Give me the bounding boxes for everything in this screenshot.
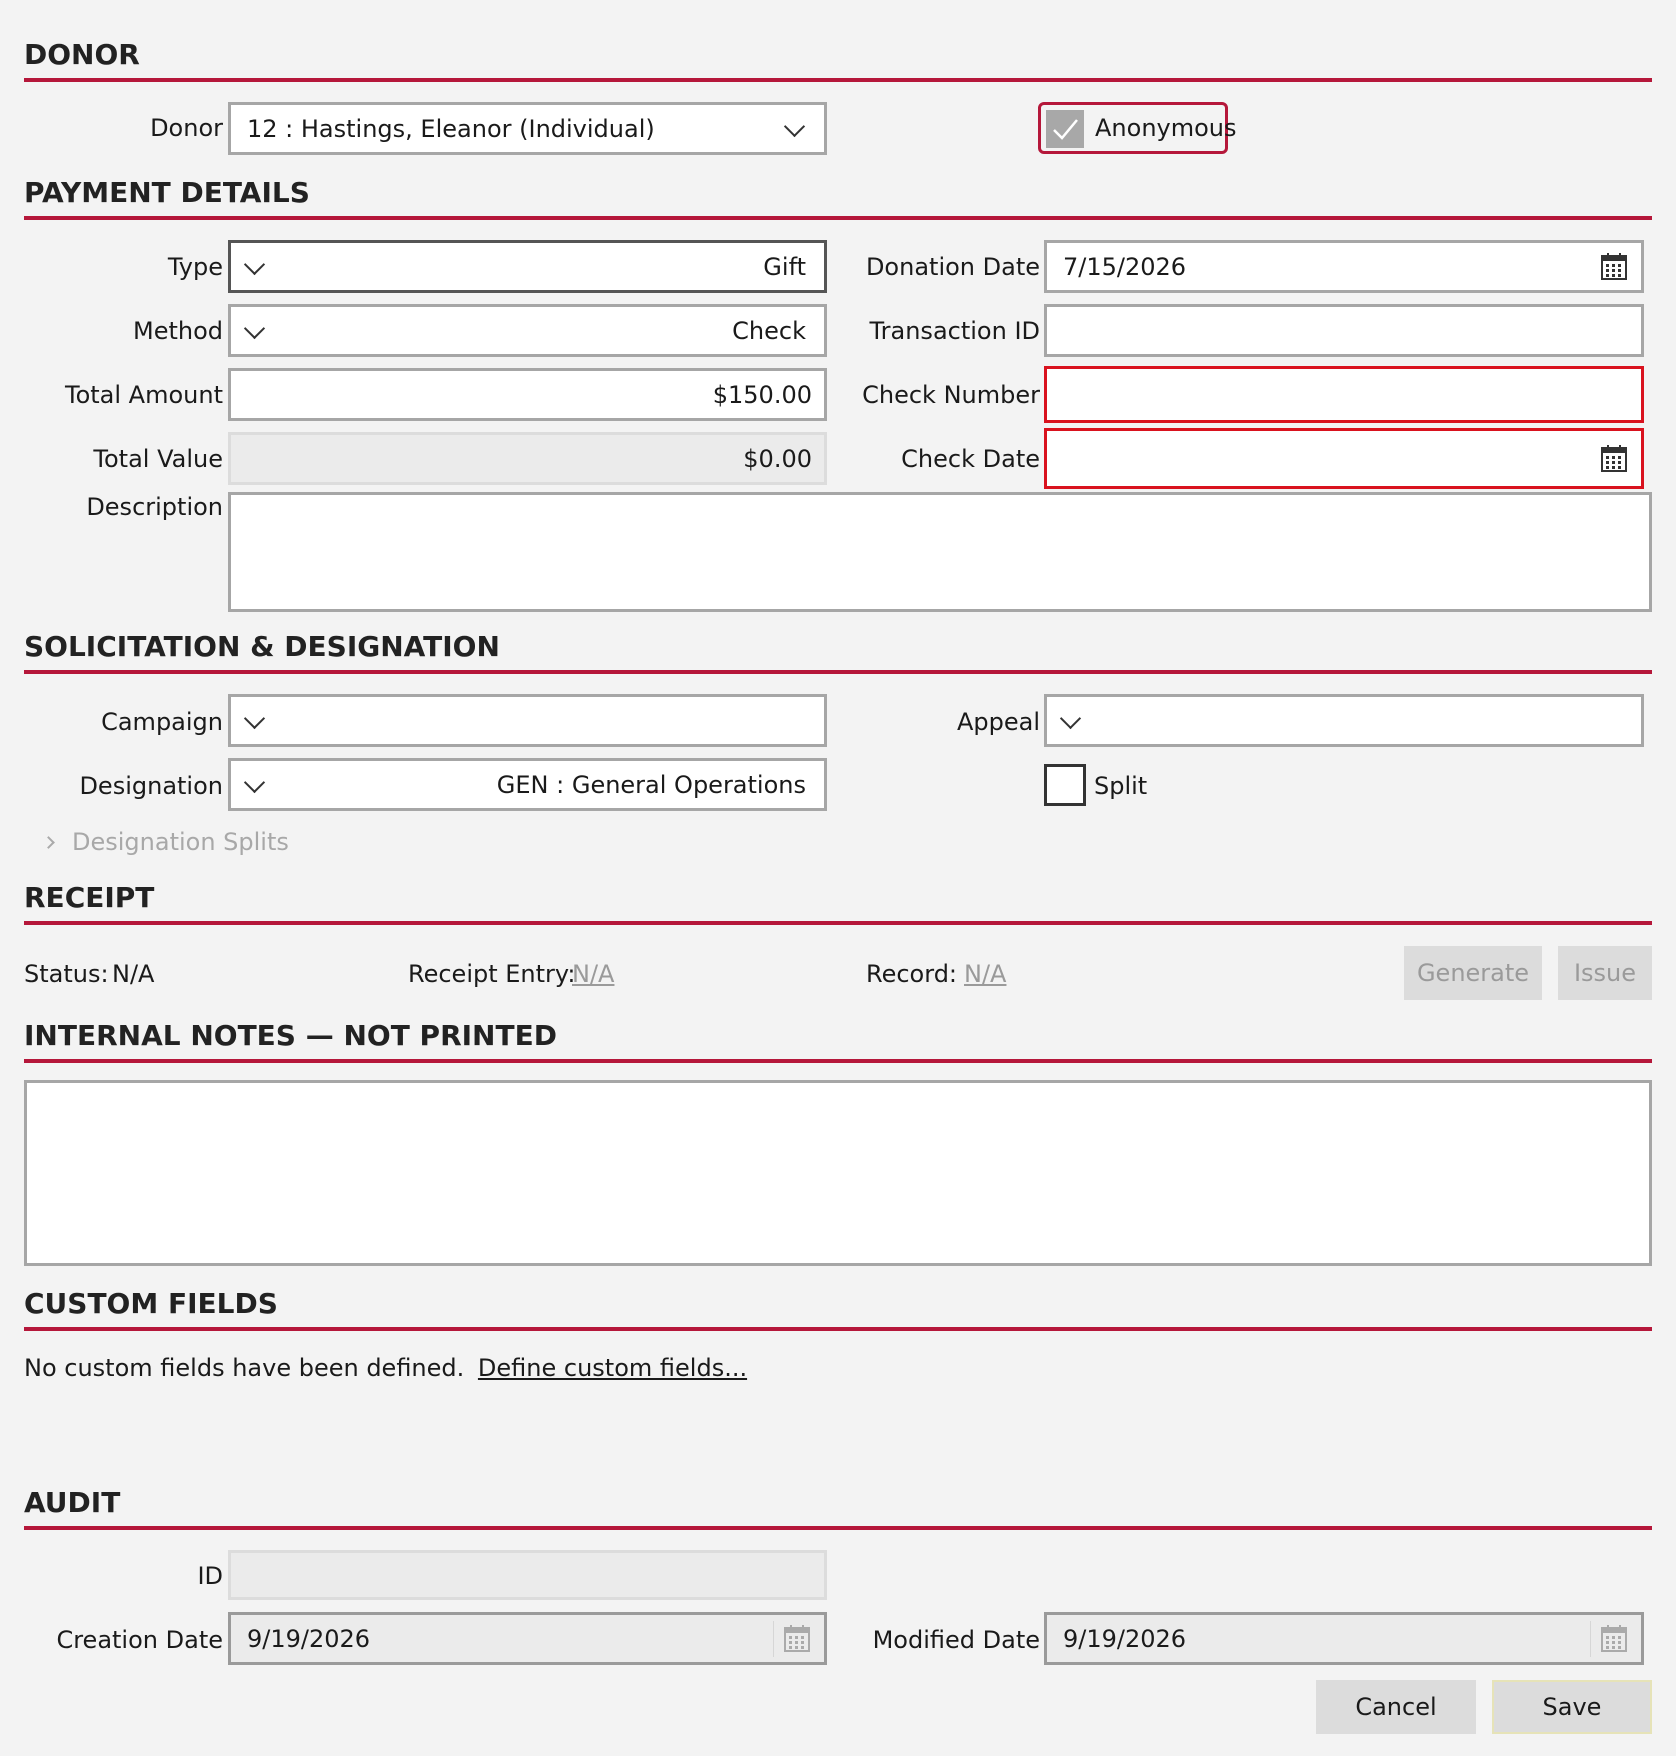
donation-date-value: 7/15/2026 bbox=[1063, 252, 1187, 281]
method-select-value: Check bbox=[732, 316, 806, 345]
designation-label: Designation bbox=[79, 772, 223, 800]
check-date-label: Check Date bbox=[901, 445, 1040, 473]
receipt-record-link[interactable]: N/A bbox=[964, 960, 1007, 988]
chevron-down-icon bbox=[244, 771, 265, 792]
total-amount-value: $150.00 bbox=[712, 380, 812, 409]
checkbox-checked-box bbox=[1046, 110, 1084, 148]
calendar-icon bbox=[1601, 1624, 1627, 1652]
receipt-status-label: Status: bbox=[24, 960, 109, 988]
donor-select-value: 12 : Hastings, Eleanor (Individual) bbox=[247, 114, 655, 143]
receipt-section-rule bbox=[24, 921, 1652, 925]
transaction-id-label: Transaction ID bbox=[869, 317, 1040, 345]
type-select[interactable] bbox=[228, 240, 827, 293]
custom-section-rule bbox=[24, 1327, 1652, 1331]
appeal-select[interactable] bbox=[1044, 694, 1644, 747]
notes-section-title: INTERNAL NOTES — NOT PRINTED bbox=[24, 1019, 557, 1052]
creation-date-input bbox=[228, 1612, 827, 1665]
type-label: Type bbox=[167, 253, 223, 281]
anonymous-label: Anonymous bbox=[1095, 114, 1237, 142]
total-amount-input[interactable] bbox=[228, 368, 827, 421]
modified-date-value: 9/19/2026 bbox=[1063, 1624, 1187, 1653]
field-divider bbox=[1590, 1621, 1591, 1657]
save-button[interactable]: Save bbox=[1492, 1680, 1652, 1734]
audit-section-rule bbox=[24, 1526, 1652, 1530]
issue-button[interactable]: Issue bbox=[1558, 946, 1652, 1000]
calendar-icon[interactable] bbox=[1601, 444, 1627, 472]
campaign-label: Campaign bbox=[101, 708, 223, 736]
description-label: Description bbox=[86, 493, 223, 521]
chevron-down-icon bbox=[244, 317, 265, 338]
custom-fields-message bbox=[24, 1354, 747, 1382]
total-value-input bbox=[228, 432, 827, 485]
type-select-value: Gift bbox=[763, 252, 806, 281]
receipt-record-label: Record: bbox=[866, 960, 958, 988]
appeal-label: Appeal bbox=[956, 708, 1040, 736]
calendar-icon[interactable] bbox=[1601, 252, 1627, 280]
internal-notes-textarea[interactable] bbox=[24, 1080, 1652, 1266]
method-label: Method bbox=[132, 317, 223, 345]
designation-splits-expander[interactable] bbox=[40, 828, 300, 858]
campaign-select[interactable] bbox=[228, 694, 827, 747]
chevron-down-icon bbox=[1060, 707, 1081, 728]
anonymous-checkbox[interactable] bbox=[1038, 102, 1237, 154]
receipt-section-title: RECEIPT bbox=[24, 881, 155, 914]
transaction-id-input[interactable] bbox=[1044, 304, 1644, 357]
receipt-status-value: N/A bbox=[112, 960, 155, 988]
donation-date-label: Donation Date bbox=[865, 253, 1040, 281]
receipt-entry-label: Receipt Entry: bbox=[408, 960, 576, 988]
donor-select[interactable] bbox=[228, 102, 827, 155]
custom-section-title: CUSTOM FIELDS bbox=[24, 1287, 278, 1320]
modified-date-label: Modified Date bbox=[872, 1626, 1040, 1654]
chevron-down-icon bbox=[244, 707, 265, 728]
total-value-value: $0.00 bbox=[743, 444, 812, 473]
solicitation-section-title: SOLICITATION & DESIGNATION bbox=[24, 630, 500, 663]
total-amount-label: Total Amount bbox=[65, 381, 223, 409]
creation-date-label: Creation Date bbox=[56, 1626, 223, 1654]
creation-date-value: 9/19/2026 bbox=[247, 1624, 371, 1653]
receipt-entry-link[interactable]: N/A bbox=[572, 960, 615, 988]
chevron-right-icon bbox=[42, 836, 55, 849]
donor-section-rule bbox=[24, 78, 1652, 82]
donation-date-input[interactable] bbox=[1044, 240, 1644, 293]
donor-section-title: DONOR bbox=[24, 38, 140, 71]
check-number-input[interactable] bbox=[1044, 366, 1644, 423]
split-checkbox[interactable] bbox=[1044, 764, 1086, 806]
payment-section-title: PAYMENT DETAILS bbox=[24, 176, 310, 209]
id-input bbox=[228, 1550, 827, 1600]
payment-section-rule bbox=[24, 216, 1652, 220]
method-select[interactable] bbox=[228, 304, 827, 357]
cancel-button[interactable]: Cancel bbox=[1316, 1680, 1476, 1734]
donor-label: Donor bbox=[150, 114, 223, 142]
notes-section-rule bbox=[24, 1059, 1652, 1063]
check-number-label: Check Number bbox=[862, 381, 1040, 409]
check-date-input[interactable] bbox=[1044, 428, 1644, 489]
description-textarea[interactable] bbox=[228, 492, 1652, 612]
total-value-label: Total Value bbox=[93, 445, 223, 473]
audit-section-title: AUDIT bbox=[24, 1486, 121, 1519]
id-label: ID bbox=[197, 1562, 223, 1590]
define-custom-fields-link[interactable]: Define custom fields... bbox=[477, 1354, 748, 1382]
modified-date-input bbox=[1044, 1612, 1644, 1665]
generate-button[interactable]: Generate bbox=[1404, 946, 1542, 1000]
designation-select-value: GEN : General Operations bbox=[496, 770, 806, 799]
designation-splits-label: Designation Splits bbox=[72, 828, 289, 856]
check-icon bbox=[1046, 110, 1084, 148]
custom-fields-message-text: No custom fields have been defined. bbox=[24, 1354, 465, 1382]
chevron-down-icon bbox=[784, 115, 805, 136]
split-label: Split bbox=[1094, 772, 1148, 800]
solicitation-section-rule bbox=[24, 670, 1652, 674]
chevron-down-icon bbox=[244, 253, 265, 274]
designation-select[interactable] bbox=[228, 758, 827, 811]
